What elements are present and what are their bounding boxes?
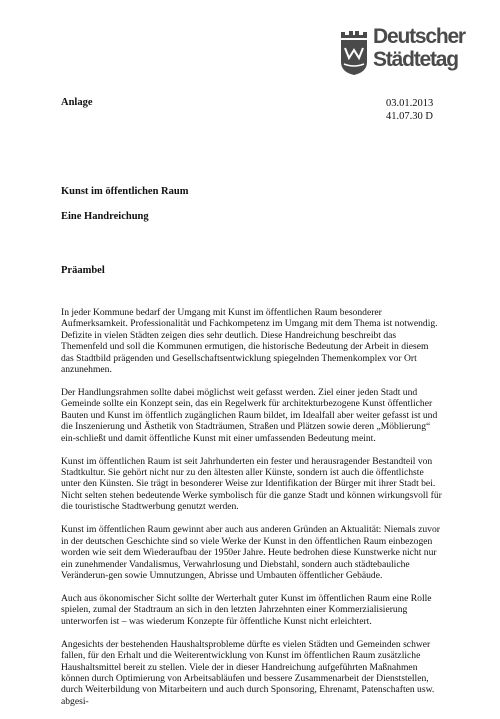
paragraph: Der Handlungsrahmen sollte dabei möglichst weit gefasst werden. Ziel einer jeden Stadt und Gemeinde sollte ein Konzept sein, das ein Regelwerk für architekturbezogene Kunst öffentlicher Bauten und Kunst im öffentlich zugänglichen Raum bildet, im Idealfall aber weiter gefasst ist und die Inszenierung und Ästhetik von Stadträumen, Straßen und Plätzen sowie deren „Möblierung“ ein-schließt und damit öffentliche Kunst mit einer umfassenden Bedeutung meint. [61, 387, 438, 444]
logo-text-line2: Städtetag [373, 48, 458, 71]
document-meta [386, 97, 433, 123]
paragraph: Kunst im öffentlichen Raum ist seit Jahrhunderten ein fester und herausragender Bestandteil von Stadtkultur. Sie gehört nicht nur zu den ältesten aller Künste, sondern ist auch die öffentlichste unter den Künsten. Sie trägt in besonderer Weise zur Identifikation der Bürger mit ihrer Stadt bei. Nicht selten stehen bedeutende Werke symbolisch für die ganze Stadt und können wirkungsvoll für die touristische Stadtwerbung genutzt werden. [61, 455, 442, 513]
attachment-label: Anlage [61, 97, 93, 108]
document-title: Kunst im öffentlichen Raum [61, 186, 189, 197]
paragraph: In jeder Kommune bedarf der Umgang mit Kunst im öffentlichen Raum besonderer Aufmerksamkeit. Professionalität und Fachkompetenz im Umgang mit dem Thema ist notwendig. Defizite in vielen Städten zeigen dies sehr deutlich. Diese Handreichung beschreibt das Themenfeld und soll die Kommunen ermutigen, die historische Bedeutung der Arbeit in diesem das Stadtbild prägenden und Gesellschaftsentwicklung spiegelnden Themenkomplex vor Ort anzunehmen. [61, 307, 438, 376]
paragraph: Kunst im öffentlichen Raum gewinnt aber auch aus anderen Gründen an Aktualität: Niemals zuvor in der deutschen Geschichte sind so viele Werke der Kunst in den öffentlichen Raum einbezogen worden wie seit dem Wiederaufbau der 1950er Jahre. Heute bedrohen diese Kunstwerke nicht nur ein zunehmender Vandalismus, Verwahrlosung und Diebstahl, sondern auch städtebauliche Veränderun-gen sowie Umnutzungen, Abrisse und Umbauten öffentlicher Gebäude. [61, 524, 440, 581]
document-reference: 41.07.30 D [386, 111, 433, 122]
section-heading: Präambel [61, 265, 105, 276]
paragraph: Auch aus ökonomischer Sicht sollte der Werterhalt guter Kunst im öffentlichen Raum eine Rolle spielen, zumal der Stadtraum an sich in den letzten Jahrzehnten einer Kommerzialisierung unterworfen ist – was wiederum Konzepte für öffentliche Kunst nicht erleichtert. [61, 592, 432, 627]
deutscher-staedtetag-logo [339, 26, 479, 80]
document-subtitle: Eine Handreichung [61, 211, 149, 222]
logo-text-line1: Deutscher [373, 25, 465, 48]
city-crown-icon [339, 28, 369, 76]
body-text [61, 307, 443, 719]
document-date: 03.01.2013 [386, 98, 434, 109]
paragraph: Angesichts der bestehenden Haushaltsprobleme dürfte es vielen Städten und Gemeinden schwer fallen, für den Erhalt und die Weiterentwicklung von Kunst im öffentlichen Raum zusätzliche Haushaltsmittel bereit zu stellen. Viele der in dieser Handreichung aufgeführten Maßnahmen können durch Optimierung von Arbeitsabläufen und bessere Zusammenarbeit der Dienststellen, durch Weiterbildung von Mitarbeitern und auch durch Sponsoring, Ehrenamt, Patenschaften usw. abgesi- [61, 638, 435, 707]
